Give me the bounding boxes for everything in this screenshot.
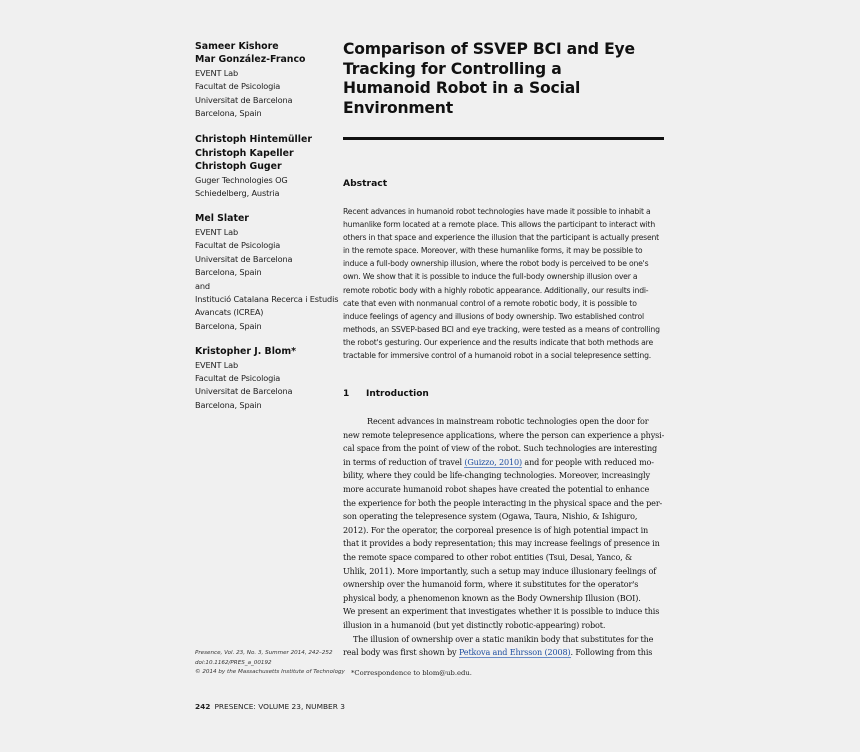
correspondence-footnote: *Correspondence to blom@ub.edu. xyxy=(351,669,472,677)
journal-running-head: PRESENCE: VOLUME 23, NUMBER 3 xyxy=(214,702,345,711)
body-line: son operating the telepresence system (Ogawa, Taura, Nishio, & Ishiguro, xyxy=(343,511,638,522)
body-line: The illusion of ownership over a static manikin body that substitutes for the xyxy=(353,633,654,644)
section-number: 1 xyxy=(343,389,350,399)
body-line xyxy=(343,456,668,470)
abstract-line: induce a full-body ownership illusion, where the robot body is perceived to be one's xyxy=(343,259,649,269)
affiliation-line: Universitat de Barcelona xyxy=(195,386,293,397)
body-text xyxy=(343,415,668,660)
body-line: We present an experiment that investigates whether it is possible to induce this xyxy=(343,606,660,617)
title-line: Humanoid Robot in a Social xyxy=(343,79,581,97)
body-line: that it provides a body representation; this may increase feelings of presence in xyxy=(343,538,660,549)
citation-link[interactable]: (Guizzo, 2010) xyxy=(464,456,522,467)
affiliation-line: Institució Catalana Recerca i Estudis xyxy=(195,293,339,304)
title-line: Comparison of SSVEP BCI and Eye xyxy=(343,40,635,58)
affiliation-line: Barcelona, Spain xyxy=(195,267,262,278)
paper-title xyxy=(343,40,673,118)
affiliation-line: Barcelona, Spain xyxy=(195,108,262,119)
abstract-line: the robot's gesturing. Our experience and the results indicate that both methods are xyxy=(343,337,653,347)
title-rule xyxy=(343,137,664,140)
abstract-line: humanlike form located at a remote place. This allows the participant to interact with xyxy=(343,220,656,230)
affiliation-line: Barcelona, Spain xyxy=(195,399,262,410)
section-heading xyxy=(343,389,429,399)
abstract-text xyxy=(343,205,668,362)
body-line: ownership over the humanoid form, where it substitutes for the operator's xyxy=(343,579,639,590)
author-group-4 xyxy=(195,345,345,412)
body-line xyxy=(343,646,668,660)
body-text-span: in terms of reduction of travel xyxy=(343,456,465,467)
section-title: Introduction xyxy=(366,389,429,399)
body-line: illusion in a humanoid (but yet distinctly robotic-appearing) robot. xyxy=(343,619,606,630)
author-name: Christoph Kapeller xyxy=(195,147,294,159)
body-text-span: and for people with reduced mo- xyxy=(521,456,654,467)
page-number: 242 xyxy=(195,702,211,711)
author-name: Mel Slater xyxy=(195,213,249,225)
pubinfo-line: Presence, Vol. 23, No. 3, Summer 2014, 242–252 xyxy=(195,650,333,656)
author-name: Mar González-Franco xyxy=(195,54,306,66)
affiliation-line: Facultat de Psicologia xyxy=(195,81,281,92)
author-name: Sameer Kishore xyxy=(195,41,279,52)
publication-info xyxy=(195,649,345,678)
page-footer xyxy=(195,702,345,711)
author-list xyxy=(195,40,345,424)
body-line: Recent advances in mainstream robotic technologies open the door for xyxy=(367,416,649,426)
pubinfo-line: doi:10.1162/PRES_a_00192 xyxy=(195,659,272,666)
abstract-line: tractable for immersive control of a humanoid robot in a social telepresence setting. xyxy=(343,351,651,361)
author-group-1 xyxy=(195,40,345,120)
author-name: Christoph Hintemüller xyxy=(195,134,312,146)
author-name: Christoph Guger xyxy=(195,161,282,173)
affiliation-line: EVENT Lab xyxy=(195,226,239,237)
citation-link[interactable]: Petkova and Ehrsson (2008) xyxy=(458,647,571,658)
body-text-span: . Following from this xyxy=(570,647,653,658)
abstract-line: Recent advances in humanoid robot technologies have made it possible to inhabit a xyxy=(343,207,651,216)
body-text-span: real body was first shown by xyxy=(343,647,459,658)
title-line: Environment xyxy=(343,98,453,117)
body-line: more accurate humanoid robot shapes have created the potential to enhance xyxy=(343,483,650,494)
title-line: Tracking for Controlling a xyxy=(343,59,562,78)
author-name: Kristopher J. Blom* xyxy=(195,346,297,358)
affiliation-line: Guger Technologies OG xyxy=(195,174,288,185)
body-line: the remote space compared to other robot entities (Tsui, Desai, Yanco, & xyxy=(343,551,633,562)
abstract-line: others in that space and experience the illusion that the participant is actually present xyxy=(343,233,659,243)
affiliation-line: Avancats (ICREA) xyxy=(195,307,264,318)
affiliation-line: Universitat de Barcelona xyxy=(195,253,293,264)
affiliation-line: and xyxy=(195,280,210,291)
affiliation-line: Schiedelberg, Austria xyxy=(195,188,280,199)
abstract-line: in the remote space. Moreover, with these humanlike forms, it may be possible to xyxy=(343,246,643,256)
body-line: Uhlik, 2011). More importantly, such a setup may induce illusionary feelings of xyxy=(343,565,657,576)
affiliation-line: EVENT Lab xyxy=(195,359,239,370)
abstract-line: methods, an SSVEP-based BCI and eye tracking, were tested as a means of controlling xyxy=(343,324,660,334)
author-group-2 xyxy=(195,133,345,200)
body-line: cal space from the point of view of the robot. Such technologies are interesting xyxy=(343,443,658,454)
affiliation-line: Barcelona, Spain xyxy=(195,320,262,331)
author-group-3 xyxy=(195,212,345,333)
body-line: bility, where they could be life-changing technologies. Moreover, increasingly xyxy=(343,470,650,481)
body-line: new remote telepresence applications, where the person can experience a physi- xyxy=(343,429,665,440)
pubinfo-line: © 2014 by the Massachusetts Institute of Technology xyxy=(195,669,345,676)
abstract-line: induce feelings of agency and illusions of body ownership. Two established control xyxy=(343,311,644,321)
affiliation-line: EVENT Lab xyxy=(195,67,239,78)
body-line: physical body, a phenomenon known as the Body Ownership Illusion (BOI). xyxy=(343,592,641,603)
abstract-line: cate that even with nonmanual control of a remote robotic body, it is possible to xyxy=(343,298,637,308)
abstract-heading: Abstract xyxy=(343,178,388,189)
affiliation-line: Universitat de Barcelona xyxy=(195,94,293,105)
body-line: 2012). For the operator, the corporeal presence is of high potential impact in xyxy=(343,524,649,535)
affiliation-line: Facultat de Psicologia xyxy=(195,372,281,383)
affiliation-line: Facultat de Psicologia xyxy=(195,240,281,251)
abstract-line: own. We show that it is possible to induce the full-body ownership illusion over a xyxy=(343,272,638,282)
body-line: the experience for both the people interacting in the physical space and the per- xyxy=(343,497,663,508)
abstract-line: remote robotic body with a highly robotic appearance. Additionally, our results indi- xyxy=(343,285,649,295)
